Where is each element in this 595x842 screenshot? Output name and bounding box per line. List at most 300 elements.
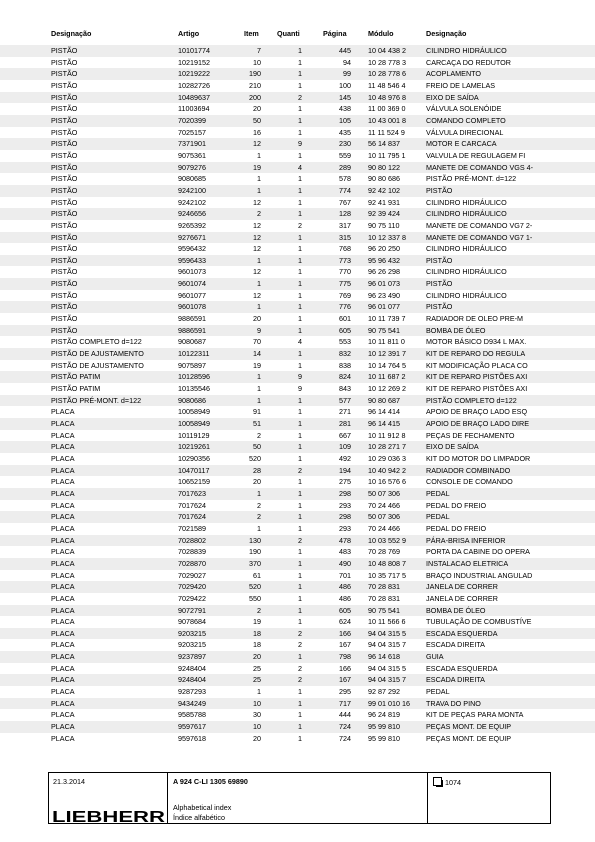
cell-quanti: 1 — [298, 150, 302, 160]
cell-item: 1 — [257, 150, 261, 160]
cell-item: 1 — [257, 372, 261, 382]
cell-modulo: 56 14 837 — [368, 139, 400, 149]
cell-item: 28 — [253, 465, 261, 475]
cell-artigo: 9080687 — [178, 337, 206, 347]
cell-pagina: 281 — [339, 419, 351, 428]
cell-item: 1 — [257, 174, 261, 184]
cell-designacao-modulo: INSTALACAO ELETRICA — [426, 558, 509, 568]
cell-designacao-modulo: JANELA DE CORRER — [426, 582, 498, 592]
cell-quanti: 9 — [298, 384, 302, 394]
cell-designacao-modulo: PISTÃO — [426, 302, 453, 312]
cell-designacao-modulo: RADIADOR COMBINADO — [426, 465, 511, 475]
cell-artigo: 9237897 — [178, 652, 206, 662]
table-row — [0, 150, 595, 162]
cell-item: 20 — [253, 104, 261, 114]
table-row — [0, 220, 595, 232]
cell-designacao-modulo: PISTÃO PRÉ-MONT. d=122 — [426, 174, 517, 184]
table-row — [0, 313, 595, 325]
cell-pagina: 444 — [339, 710, 351, 720]
table-row — [0, 301, 595, 313]
cell-pagina: 667 — [339, 430, 351, 440]
cell-quanti: 1 — [298, 57, 302, 67]
cell-modulo: 94 04 315 7 — [368, 640, 406, 650]
cell-quanti: 1 — [298, 698, 302, 708]
cell-modulo: 96 20 250 — [368, 244, 400, 254]
cell-designacao: PISTÃO — [51, 244, 78, 254]
cell-designacao-modulo: JANELA DE CORRER — [426, 593, 498, 603]
cell-designacao-modulo: MANETE DE COMANDO VGS 4- — [426, 162, 534, 172]
cell-quanti: 1 — [298, 547, 302, 557]
table-row — [0, 173, 595, 185]
cell-pagina: 166 — [339, 628, 351, 638]
table-row — [0, 336, 595, 348]
cell-pagina: 605 — [339, 325, 351, 335]
cell-pagina: 490 — [339, 558, 351, 568]
cell-modulo: 96 01 073 — [368, 279, 400, 289]
cell-designacao: PLACA — [51, 698, 75, 708]
cell-modulo: 10 11 566 6 — [368, 617, 406, 627]
cell-item: 51 — [253, 419, 261, 428]
table-row — [0, 663, 595, 675]
table-row — [0, 733, 595, 745]
cell-designacao: PISTÃO — [51, 80, 78, 90]
cell-modulo: 11 00 369 0 — [368, 104, 406, 114]
cell-quanti: 1 — [298, 500, 302, 510]
cell-quanti: 1 — [298, 244, 302, 254]
cell-artigo: 9597618 — [178, 733, 206, 743]
cell-quanti: 1 — [298, 314, 302, 324]
cell-designacao: PLACA — [51, 652, 75, 662]
cell-quanti: 1 — [298, 512, 302, 522]
cell-modulo: 95 96 432 — [368, 255, 400, 265]
table-row — [0, 290, 595, 302]
cell-modulo: 10 11 912 8 — [368, 430, 406, 440]
cell-pagina: 486 — [339, 582, 351, 592]
cell-pagina: 167 — [339, 675, 351, 685]
cell-artigo: 9287293 — [178, 687, 206, 697]
cell-modulo: 96 14 618 — [368, 652, 400, 662]
cell-artigo: 9075897 — [178, 360, 206, 370]
page-number — [433, 777, 461, 787]
cell-quanti: 1 — [298, 279, 302, 289]
cell-quanti: 1 — [298, 558, 302, 568]
header-pagina: Página — [323, 29, 347, 38]
cell-item: 520 — [249, 453, 261, 463]
cell-designacao-modulo: CONSOLE DE COMANDO — [426, 477, 513, 487]
cell-designacao: PISTÃO — [51, 139, 78, 149]
cell-artigo: 10219261 — [178, 442, 210, 452]
cell-designacao-modulo: PISTÃO — [426, 185, 453, 195]
cell-item: 1 — [257, 255, 261, 265]
cell-modulo: 11 48 546 4 — [368, 80, 406, 90]
cell-designacao-modulo: PEDAL DO FREIO — [426, 523, 487, 533]
cell-item: 1 — [257, 488, 261, 498]
table-row — [0, 68, 595, 80]
cell-designacao-modulo: MANETE DE COMANDO VG7 2- — [426, 220, 533, 230]
cell-artigo: 10282726 — [178, 80, 210, 90]
cell-designacao: PLACA — [51, 582, 75, 592]
cell-designacao: PLACA — [51, 465, 75, 475]
cell-pagina: 275 — [339, 477, 351, 487]
table-row — [0, 208, 595, 220]
cell-artigo: 10652159 — [178, 477, 210, 487]
table-row — [0, 278, 595, 290]
cell-artigo: 10122311 — [178, 349, 210, 359]
cell-designacao-modulo: CILINDRO HIDRÁULICO — [426, 197, 507, 207]
table-row — [0, 441, 595, 453]
cell-artigo: 9080685 — [178, 174, 206, 184]
cell-designacao-modulo: ESCADA DIREITA — [426, 675, 485, 685]
table-row — [0, 232, 595, 244]
cell-designacao: PLACA — [51, 512, 75, 522]
cell-quanti: 1 — [298, 267, 302, 277]
cell-designacao: PLACA — [51, 535, 75, 545]
cell-artigo: 10489637 — [178, 92, 210, 102]
cell-pagina: 605 — [339, 605, 351, 615]
cell-quanti: 1 — [298, 733, 302, 743]
cell-artigo: 7029422 — [178, 593, 206, 603]
cell-designacao: PLACA — [51, 442, 75, 452]
cell-item: 10 — [253, 722, 261, 732]
cell-item: 20 — [253, 477, 261, 487]
cell-quanti: 1 — [298, 395, 302, 405]
cell-modulo: 92 41 931 — [368, 197, 400, 207]
index-title-en: Alphabetical index — [173, 803, 232, 812]
cell-designacao: PISTÃO — [51, 150, 78, 160]
cell-item: 19 — [253, 360, 261, 370]
cell-designacao-modulo: ESCADA DIREITA — [426, 640, 485, 650]
cell-artigo: 9072791 — [178, 605, 206, 615]
cell-item: 25 — [253, 663, 261, 673]
cell-quanti: 1 — [298, 523, 302, 533]
cell-modulo: 10 12 337 8 — [368, 232, 406, 242]
cell-designacao: PISTÃO — [51, 232, 78, 242]
cell-pagina: 293 — [339, 500, 351, 510]
cell-item: 2 — [257, 430, 261, 440]
table-row — [0, 185, 595, 197]
cell-modulo: 11 11 524 9 — [368, 127, 405, 137]
cell-pagina: 578 — [339, 174, 351, 184]
cell-designacao: PLACA — [51, 675, 75, 685]
cell-modulo: 10 28 778 3 — [368, 57, 406, 67]
cell-artigo: 7025157 — [178, 127, 206, 137]
cell-pagina: 770 — [339, 267, 351, 277]
cell-designacao-modulo: VÁLVULA SOLENÓIDE — [426, 104, 502, 114]
header-artigo: Artigo — [178, 29, 200, 38]
cell-modulo: 96 14 414 — [368, 407, 400, 417]
cell-pagina: 230 — [339, 139, 351, 149]
cell-quanti: 1 — [298, 488, 302, 498]
cell-item: 18 — [253, 628, 261, 638]
table-row — [0, 453, 595, 465]
cell-quanti: 1 — [298, 687, 302, 697]
cell-designacao: PISTÃO — [51, 325, 78, 335]
cell-pagina: 774 — [339, 185, 351, 195]
table-row — [0, 162, 595, 174]
cell-modulo: 10 03 552 9 — [368, 535, 406, 545]
cell-pagina: 478 — [339, 535, 351, 545]
cell-artigo: 7017623 — [178, 488, 206, 498]
cell-quanti: 2 — [298, 640, 302, 650]
cell-designacao: PISTÃO — [51, 46, 78, 55]
cell-item: 61 — [253, 570, 261, 580]
cell-modulo: 90 80 687 — [368, 395, 400, 405]
cell-item: 130 — [249, 535, 261, 545]
table-row — [0, 488, 595, 500]
cell-quanti: 1 — [298, 570, 302, 580]
table-row — [0, 266, 595, 278]
cell-artigo: 9601078 — [178, 302, 206, 312]
cell-modulo: 90 80 686 — [368, 174, 400, 184]
table-row — [0, 255, 595, 267]
table-row — [0, 360, 595, 372]
cell-designacao: PLACA — [51, 477, 75, 487]
cell-item: 9 — [257, 325, 261, 335]
cell-quanti: 1 — [298, 605, 302, 615]
cell-designacao: PLACA — [51, 419, 75, 428]
page-number-value: 1074 — [445, 778, 461, 787]
cell-item: 12 — [253, 290, 261, 300]
cell-quanti: 2 — [298, 675, 302, 685]
cell-designacao: PISTÃO — [51, 197, 78, 207]
cell-designacao: PLACA — [51, 500, 75, 510]
cell-modulo: 96 23 490 — [368, 290, 400, 300]
cell-item: 7 — [257, 46, 261, 55]
logo-text: LIEBHERR — [52, 809, 165, 823]
cell-artigo: 9585788 — [178, 710, 206, 720]
cell-modulo: 90 75 541 — [368, 605, 400, 615]
cell-designacao: PISTÃO — [51, 174, 78, 184]
cell-item: 50 — [253, 115, 261, 125]
table-row — [0, 535, 595, 547]
cell-modulo: 10 43 001 8 — [368, 115, 406, 125]
cell-modulo: 92 39 424 — [368, 209, 400, 219]
cell-modulo: 96 01 077 — [368, 302, 400, 312]
cell-quanti: 1 — [298, 477, 302, 487]
table-row — [0, 243, 595, 255]
cell-quanti: 1 — [298, 442, 302, 452]
cell-quanti: 1 — [298, 104, 302, 114]
table-row — [0, 476, 595, 488]
cell-pagina: 435 — [339, 127, 351, 137]
cell-modulo: 94 04 315 5 — [368, 663, 406, 673]
cell-pagina: 94 — [343, 57, 351, 67]
cell-item: 2 — [257, 500, 261, 510]
header-modulo: Módulo — [368, 29, 394, 38]
cell-designacao-modulo: BRAÇO INDUSTRIAL ANGULAD — [426, 570, 533, 580]
cell-designacao-modulo: KIT DO MOTOR DO LIMPADOR — [426, 453, 531, 463]
cell-pagina: 128 — [339, 209, 351, 219]
cell-designacao-modulo: KIT MODIFICAÇÃO PLACA CO — [426, 360, 528, 370]
header-item: Item — [244, 29, 259, 38]
cell-designacao-modulo: TUBULAÇÃO DE COMBUSTÍVE — [426, 617, 532, 627]
cell-designacao-modulo: ESCADA ESQUERDA — [426, 663, 498, 673]
cell-pagina: 798 — [339, 652, 351, 662]
cell-designacao-modulo: MOTOR E CARCACA — [426, 139, 497, 149]
cell-modulo: 10 11 811 0 — [368, 337, 405, 347]
cell-designacao-modulo: PEÇAS MONT. DE EQUIP — [426, 722, 512, 732]
cell-artigo: 7028802 — [178, 535, 206, 545]
cell-artigo: 9246656 — [178, 209, 206, 219]
cell-designacao: PISTÃO — [51, 185, 78, 195]
cell-quanti: 1 — [298, 722, 302, 732]
cell-item: 20 — [253, 733, 261, 743]
table-row — [0, 651, 595, 663]
table-row — [0, 103, 595, 115]
cell-quanti: 2 — [298, 465, 302, 475]
cell-designacao-modulo: KIT DE REPARO DO REGULA — [426, 349, 526, 359]
cell-item: 210 — [249, 80, 261, 90]
cell-designacao: PISTÃO DE AJUSTAMENTO — [51, 349, 144, 359]
cell-designacao-modulo: ESCADA ESQUERDA — [426, 628, 498, 638]
cell-designacao-modulo: CILINDRO HIDRÁULICO — [426, 267, 507, 277]
cell-artigo: 7017624 — [178, 512, 206, 522]
cell-pagina: 601 — [339, 314, 351, 324]
table-row — [0, 721, 595, 733]
cell-designacao-modulo: KIT DE REPARO PISTÕES AXI — [426, 372, 528, 382]
cell-designacao: PISTÃO — [51, 209, 78, 219]
cell-quanti: 1 — [298, 127, 302, 137]
cell-quanti: 1 — [298, 302, 302, 312]
cell-artigo: 9886591 — [178, 314, 206, 324]
cell-designacao-modulo: EIXO DE SAÍDA — [426, 442, 479, 452]
header-designacao: Designação — [51, 29, 92, 38]
cell-pagina: 577 — [339, 395, 351, 405]
cell-pagina: 775 — [339, 279, 351, 289]
cell-designacao: PLACA — [51, 733, 75, 743]
table-row — [0, 628, 595, 640]
cell-artigo: 9601074 — [178, 279, 206, 289]
cell-designacao: PLACA — [51, 430, 75, 440]
table-row — [0, 138, 595, 150]
cell-designacao-modulo: APOIO DE BRAÇO LADO DIRE — [426, 419, 530, 428]
cell-designacao: PLACA — [51, 453, 75, 463]
cell-designacao-modulo: RADIADOR DE OLEO PRE-M — [426, 314, 524, 324]
table-row — [0, 674, 595, 686]
cell-designacao-modulo: PEÇAS MONT. DE EQUIP — [426, 733, 512, 743]
cell-item: 1 — [257, 395, 261, 405]
cell-designacao: PLACA — [51, 523, 75, 533]
table-header — [0, 29, 595, 41]
cell-designacao: PISTÃO — [51, 57, 78, 67]
cell-modulo: 94 04 315 7 — [368, 675, 406, 685]
cell-modulo: 90 80 122 — [368, 162, 400, 172]
cell-pagina: 769 — [339, 290, 351, 300]
cell-artigo: 7028870 — [178, 558, 206, 568]
cell-quanti: 1 — [298, 185, 302, 195]
cell-modulo: 10 35 717 5 — [368, 570, 406, 580]
cell-designacao: PISTÃO — [51, 220, 78, 230]
cell-quanti: 2 — [298, 220, 302, 230]
cell-designacao-modulo: MOTOR BÁSICO D934 L MAX. — [426, 337, 527, 347]
cell-item: 18 — [253, 640, 261, 650]
cell-artigo: 7371901 — [178, 139, 206, 149]
table-row — [0, 523, 595, 535]
cell-modulo: 70 28 831 — [368, 582, 400, 592]
cell-artigo: 9601077 — [178, 290, 206, 300]
cell-item: 12 — [253, 232, 261, 242]
cell-quanti: 1 — [298, 325, 302, 335]
cell-modulo: 70 28 831 — [368, 593, 400, 603]
cell-modulo: 10 11 687 2 — [368, 372, 406, 382]
cell-artigo: 7017624 — [178, 500, 206, 510]
cell-designacao-modulo: PEDAL — [426, 687, 450, 697]
cell-designacao: PISTÃO — [51, 279, 78, 289]
cell-quanti: 1 — [298, 710, 302, 720]
cell-designacao-modulo: MANETE DE COMANDO VG7 1- — [426, 232, 533, 242]
cell-pagina: 109 — [339, 442, 351, 452]
cell-designacao-modulo: PEÇAS DE FECHAMENTO — [426, 430, 515, 440]
cell-designacao-modulo: VALVULA DE REGULAGEM FI — [426, 150, 526, 160]
cell-modulo: 50 07 306 — [368, 488, 400, 498]
cell-pagina: 843 — [339, 384, 351, 394]
cell-item: 1 — [257, 302, 261, 312]
footer-divider — [167, 773, 168, 823]
cell-modulo: 10 12 391 7 — [368, 349, 406, 359]
cell-item: 20 — [253, 314, 261, 324]
footer-divider — [427, 773, 428, 823]
cell-item: 12 — [253, 267, 261, 277]
cell-quanti: 1 — [298, 46, 302, 55]
header-quanti: Quanti — [277, 29, 300, 38]
cell-modulo: 70 24 466 — [368, 500, 400, 510]
cell-pagina: 438 — [339, 104, 351, 114]
cell-designacao: PISTÃO — [51, 255, 78, 265]
cell-item: 12 — [253, 244, 261, 254]
cell-designacao-modulo: KIT DE REPARO PISTÕES AXI — [426, 384, 528, 394]
cell-artigo: 9596432 — [178, 244, 206, 254]
cell-designacao: PISTÃO — [51, 314, 78, 324]
cell-artigo: 9596433 — [178, 255, 206, 265]
cell-designacao-modulo: CILINDRO HIDRÁULICO — [426, 244, 507, 254]
cell-designacao: PISTÃO — [51, 267, 78, 277]
cell-designacao-modulo: PEDAL DO FREIO — [426, 500, 487, 510]
cell-artigo: 10101774 — [178, 46, 210, 55]
cell-designacao: PLACA — [51, 558, 75, 568]
cell-pagina: 445 — [339, 46, 351, 55]
cell-item: 16 — [253, 127, 261, 137]
cell-designacao: PLACA — [51, 407, 75, 417]
cell-quanti: 1 — [298, 197, 302, 207]
cell-designacao: PLACA — [51, 617, 75, 627]
cell-artigo: 10135546 — [178, 384, 210, 394]
cell-artigo: 7020399 — [178, 115, 206, 125]
cell-quanti: 2 — [298, 663, 302, 673]
cell-artigo: 9434249 — [178, 698, 206, 708]
cell-pagina: 768 — [339, 244, 351, 254]
cell-designacao-modulo: PISTÃO COMPLETO d=122 — [426, 395, 517, 405]
cell-quanti: 1 — [298, 232, 302, 242]
cell-item: 30 — [253, 710, 261, 720]
cell-pagina: 289 — [339, 162, 351, 172]
cell-pagina: 295 — [339, 687, 351, 697]
cell-artigo: 10219222 — [178, 69, 210, 79]
cell-modulo: 10 11 795 1 — [368, 150, 406, 160]
cell-modulo: 10 48 808 7 — [368, 558, 406, 568]
table-row — [0, 546, 595, 558]
cell-quanti: 1 — [298, 290, 302, 300]
cell-artigo: 7029420 — [178, 582, 206, 592]
table-row — [0, 325, 595, 337]
cell-item: 50 — [253, 442, 261, 452]
cell-item: 91 — [253, 407, 261, 417]
cell-item: 190 — [249, 547, 261, 557]
cell-modulo: 10 12 269 2 — [368, 384, 406, 394]
cell-designacao-modulo: FREIO DE LAMELAS — [426, 80, 496, 90]
cell-artigo: 9203215 — [178, 628, 206, 638]
cell-designacao: PLACA — [51, 570, 75, 580]
cell-pagina: 105 — [339, 115, 351, 125]
